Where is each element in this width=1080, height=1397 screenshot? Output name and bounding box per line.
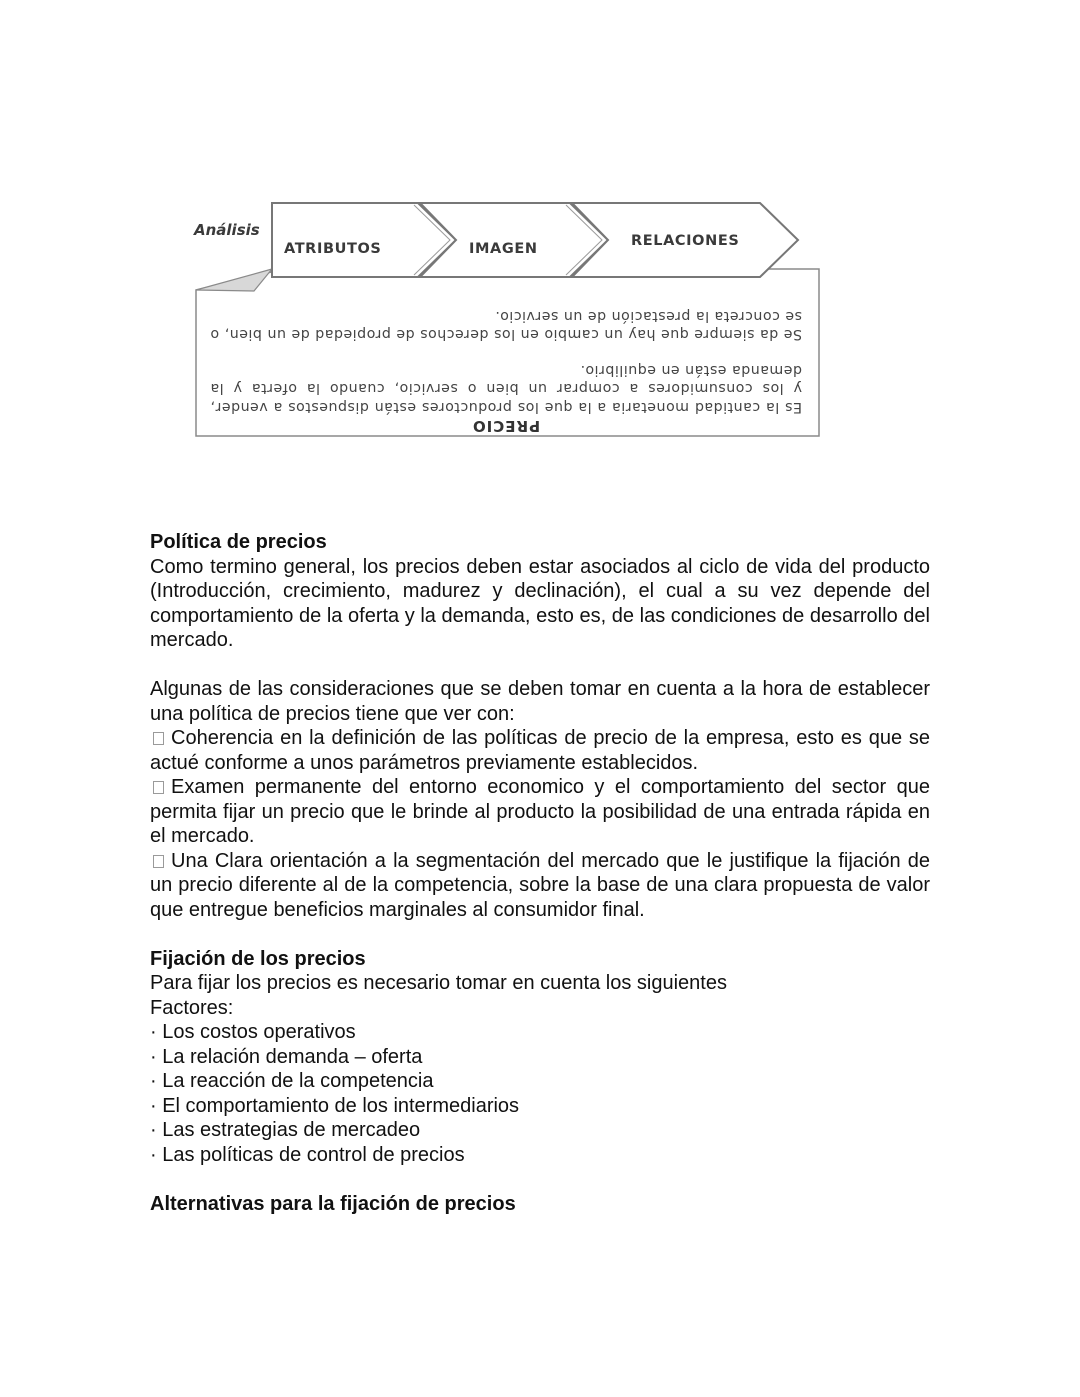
factor-item: · Las políticas de control de precios	[150, 1143, 465, 1166]
bullet-box-icon	[153, 855, 164, 868]
heading-politica-precios: Política de precios	[150, 531, 327, 553]
bullet-box-icon	[153, 781, 164, 794]
precio-diagram	[188, 195, 828, 445]
factor-item: · El comportamiento de los intermediarios	[150, 1094, 520, 1117]
factor-item: · La relación demanda – oferta	[150, 1045, 423, 1068]
consideracion-item-2: Examen permanente del entorno economico y el comportamiento del sector que permita fijar un precio que le brinde al producto la posibilidad de una entrada rápida en el mercado.	[150, 776, 930, 847]
analysis-label: Análisis	[194, 221, 260, 239]
chevron-label-relaciones: RELACIONES	[631, 233, 740, 249]
consideraciones-intro: Algunas de las consideraciones que se deben tomar en cuenta a la hora de establecer una política de precios tiene que ver con:	[150, 678, 930, 725]
bullet-box-icon	[153, 732, 164, 745]
precio-definition-2: Se da siempre que hay un cambio en los derechos de propiedad de un bien, o se concreta la prestación de un servicio.	[210, 308, 802, 343]
fijacion-line-2: Factores:	[150, 996, 234, 1019]
factor-item: · La reacción de la competencia	[150, 1070, 434, 1092]
consideracion-item-1: Coherencia en la definición de las políticas de precio de la empresa, esto es que se actué conforme a unos parámetros previamente establecidos.	[150, 727, 930, 774]
politica-paragraph: Como termino general, los precios deben estar asociados al ciclo de vida del producto (Introducción, crecimiento, madurez y declinación), el cual a su vez depende del comportamiento de la oferta y la demanda, esto es, de las condiciones de desarrollo del mercado.	[150, 555, 930, 651]
factor-item: · Los costos operativos	[150, 1021, 356, 1043]
chevron-label-atributos: ATRIBUTOS	[284, 241, 382, 257]
heading-alternativas: Alternativas para la fijación de precios	[150, 1192, 516, 1215]
consideracion-item-3: Una Clara orientación a la segmentación del mercado que le justifique la fijación de un precio diferente al de la competencia, sobre la base de una clara propuesta de valor que entregue beneficios marginales al consumidor final.	[150, 849, 930, 921]
precio-title: PRECIO	[471, 417, 541, 435]
chevron-atributos	[272, 203, 456, 277]
factor-item: · Las estrategias de mercadeo	[150, 1119, 421, 1141]
chevron-label-imagen: IMAGEN	[469, 241, 538, 257]
precio-definition-1: Es la cantidad monetaria a la que los productores están dispuestos a vender, y los consumidores a comprar un bien o servicio, cuando la oferta y la demanda están en equilibrio.	[210, 362, 802, 415]
precio-definition-box	[200, 287, 814, 437]
fijacion-line-1: Para fijar los precios es necesario tomar en cuenta los siguientes	[150, 972, 727, 994]
heading-fijacion-precios: Fijación de los precios	[150, 947, 366, 970]
document-body	[150, 530, 930, 1216]
